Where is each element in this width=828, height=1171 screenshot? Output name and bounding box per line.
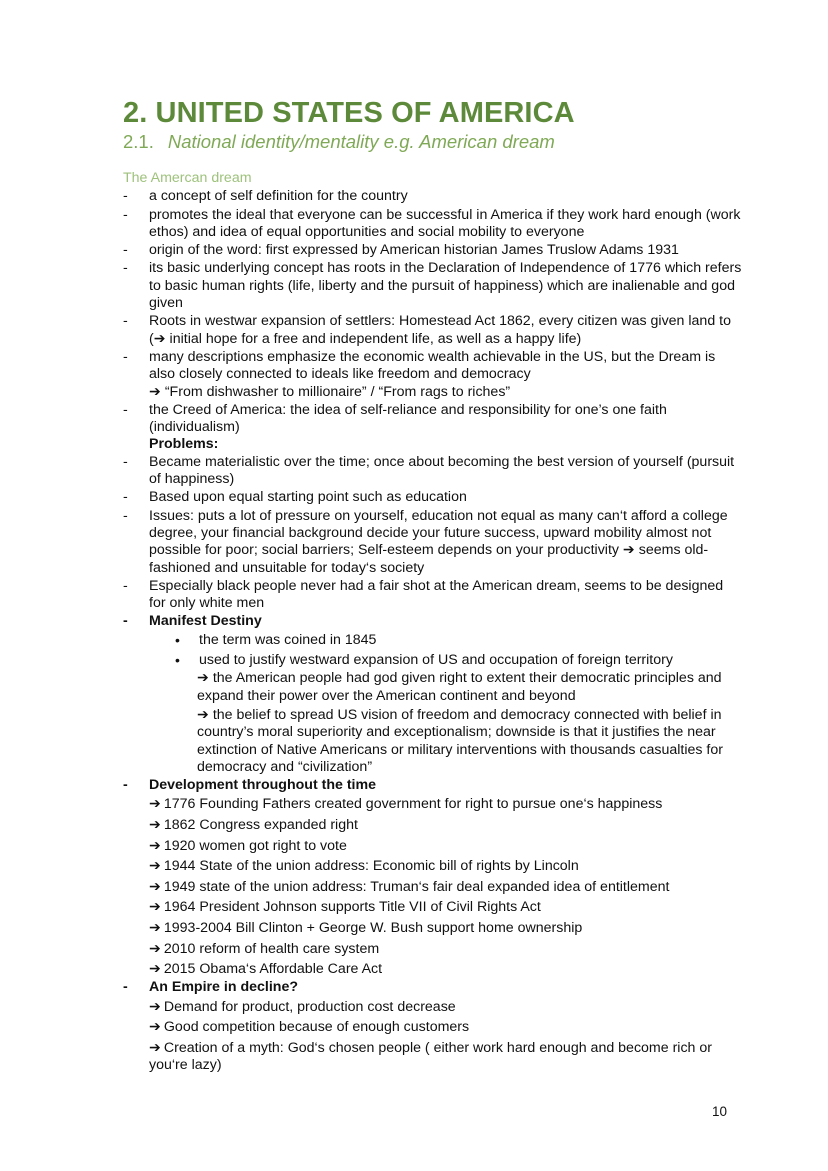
timeline-text: 1944 State of the union address: Economic bill of rights by Lincoln	[163, 858, 579, 875]
page-number: 10	[711, 1104, 727, 1119]
timeline-text: 1949 state of the union address: Truman‘s fair deal expanded idea of entitlement	[163, 878, 670, 895]
arrow-icon: ➔	[149, 961, 161, 978]
timeline-text: 1964 President Johnson supports Title VII of Civil Rights Act	[163, 899, 541, 916]
timeline-item	[123, 817, 743, 834]
arrow-icon: ➔	[149, 878, 161, 895]
timeline-item	[123, 796, 743, 813]
arrow-icon: ➔	[149, 940, 161, 957]
timeline-item	[123, 838, 743, 855]
list-item: - a concept of self definition for the country	[123, 188, 743, 205]
empire-item	[123, 1019, 743, 1036]
timeline-item	[123, 899, 743, 916]
timeline-text: 1862 Congress expanded right	[163, 816, 358, 833]
arrow-icon: ➔	[149, 919, 161, 936]
timeline-item	[123, 920, 743, 937]
empire-heading: - An Empire in decline?	[123, 979, 743, 996]
subtitle-text: National identity/mentality e.g. American dream	[167, 131, 555, 152]
arrow-icon: ➔	[149, 837, 161, 854]
arrow-icon: ➔	[149, 1019, 161, 1036]
list-item: - its basic underlying concept has roots in the Declaration of Independence of 1776 which refers to basic human rights (life, liberty and the pursuit of happiness) which are inalienable and god given	[123, 260, 743, 312]
arrow-note: ➔ “From dishwasher to millionaire” / “From rags to riches”	[149, 383, 511, 400]
problems-label: Problems:	[149, 436, 219, 453]
section-subtitle	[123, 131, 555, 153]
section-heading: The Amercan dream	[123, 170, 252, 186]
arrow-icon: ➔	[149, 858, 161, 875]
list-item: - Roots in westwar expansion of settlers: Homestead Act 1862, every citizen was given land to (➔ initial hope for a free and independent life, as well as a happy life)	[123, 313, 743, 348]
timeline-text: 2010 reform of health care system	[163, 940, 380, 957]
arrow-icon: ➔	[149, 899, 161, 916]
list-item: - Especially black people never had a fair shot at the American dream, seems to be designed for only white men	[123, 578, 743, 613]
timeline-item	[123, 858, 743, 875]
bullet-continuation: ➔ the belief to spread US vision of freedom and democracy connected with belief in country’s moral superiority and exceptionalism; downside is that it justifies the near extinction of Native Americans or military interventions with thousands casualties for democracy and “civilization”	[197, 706, 723, 775]
timeline-item	[123, 961, 743, 978]
list-item: - Became materialistic over the time; once about becoming the best version of yourself (pursuit of happiness)	[123, 454, 743, 489]
empire-item	[123, 1040, 743, 1075]
timeline-text: 1993-2004 Bill Clinton + George W. Bush support home ownership	[163, 919, 583, 936]
arrow-icon: ➔	[149, 1039, 161, 1056]
development-heading: - Development throughout the time	[123, 777, 743, 794]
timeline-text: 1776 Founding Fathers created government for right to pursue one‘s happiness	[163, 796, 663, 813]
arrow-icon: ➔	[149, 796, 161, 813]
page-title: 2. UNITED STATES OF AMERICA	[123, 97, 575, 129]
list-item: - many descriptions emphasize the economic wealth achievable in the US, but the Dream is also closely connected to ideals like freedom and democracy	[123, 349, 743, 384]
list-item: - Based upon equal starting point such as education	[123, 489, 743, 506]
timeline-item	[123, 941, 743, 958]
list-item: - the Creed of America: the idea of self-reliance and responsibility for one’s one faith (individualism)	[123, 402, 743, 437]
manifest-destiny-heading: - Manifest Destiny	[123, 613, 743, 630]
timeline-item	[123, 879, 743, 896]
bullet-continuation: ➔ the American people had god given right to extent their democratic principles and expand their power over the American continent and beyond	[197, 670, 722, 704]
arrow-icon: ➔	[149, 998, 161, 1015]
arrow-icon: ➔	[149, 816, 161, 833]
list-item: - promotes the ideal that everyone can be successful in America if they work hard enough (work ethos) and idea of equal opportunities and social mobility to everyone	[123, 207, 743, 242]
bullet-item: • used to justify westward expansion of US and occupation of foreign territory	[123, 652, 743, 669]
list-item: - origin of the word: first expressed by American historian James Truslow Adams 1931	[123, 242, 743, 259]
timeline-text: 1920 women got right to vote	[163, 837, 347, 854]
empire-text: Creation of a myth: God‘s chosen people ( either work hard enough and become rich or you‘re lazy)	[149, 1039, 712, 1074]
list-item: - Issues: puts a lot of pressure on yourself, education not equal as many can‘t afford a college degree, your financial background decide your future success, upward mobility almost not possible for poor; social barriers; Self-esteem depends on your productivity ➔ seems old-fashioned and unsuitable for today‘s society	[123, 508, 743, 577]
empire-item	[123, 999, 743, 1016]
empire-text: Demand for product, production cost decrease	[163, 998, 456, 1015]
document-body	[123, 170, 743, 1078]
timeline-text: 2015 Obama‘s Affordable Care Act	[163, 961, 383, 978]
bullet-item: • the term was coined in 1845	[123, 632, 743, 649]
empire-text: Good competition because of enough customers	[163, 1019, 470, 1036]
subtitle-number: 2.1.	[123, 131, 154, 152]
